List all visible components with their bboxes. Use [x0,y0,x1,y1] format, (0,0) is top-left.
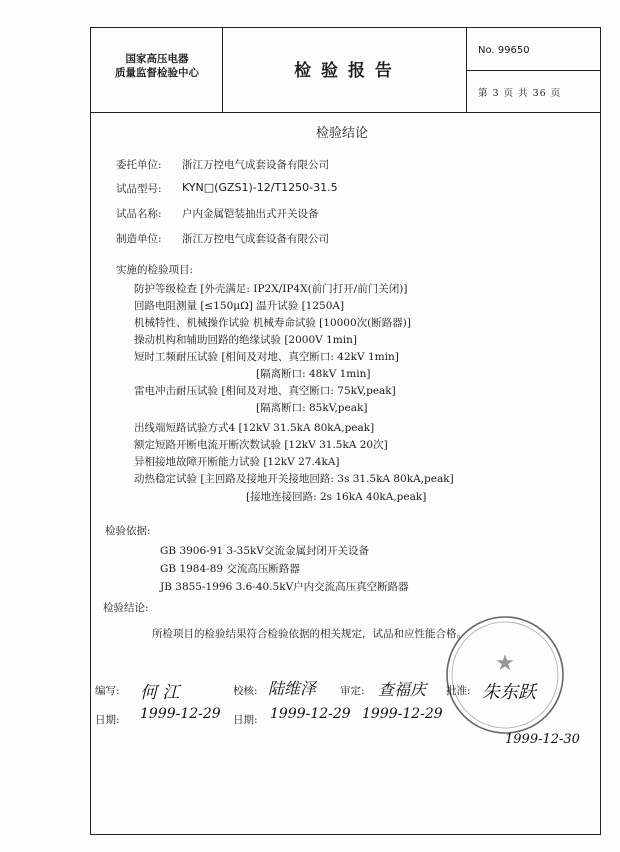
header-cell-divider [466,70,601,71]
date-compiled: 1999-12-29 [140,706,221,722]
tests-heading: 实施的检验项目: [116,264,194,276]
date-reviewed: 1999-12-29 [362,706,443,722]
manufacturer-label: 制造单位: [116,233,162,245]
test-item: 短时工频耐压试验 [相间及对地、真空断口: 42kV 1min] [134,351,399,363]
model-value: KYN□(GZS1)-12/T1250-31.5 [182,181,338,194]
basis-heading: 检验依据: [105,525,151,537]
report-number: No. 99650 [478,45,530,56]
approved-label: 批准: [446,685,471,697]
client-label: 委托单位: [116,159,162,171]
test-item: 动热稳定试验 [主回路及接地开关接地回路: 3s 31.5kA 80kA,peak] [134,473,454,485]
test-item: 额定短路开断电流开断次数试验 [12kV 31.5kA 20次] [134,439,388,451]
date-label: 日期: [233,714,258,726]
test-item: [接地连接回路: 2s 16kA 40kA,peak] [246,491,427,503]
conclusion-heading: 检验结论: [103,602,149,614]
official-seal [440,610,570,740]
test-item: 回路电阻测量 [≤150μΩ] 温升试验 [1250A] [134,300,345,312]
org-line-1: 国家高压电器 [125,53,189,65]
manufacturer-value: 浙江万控电气成套设备有限公司 [182,233,329,245]
test-item: 出线端短路试验方式4 [12kV 31.5kA 80kA,peak] [134,422,375,434]
svg-text:★: ★ [495,651,515,676]
org-name [98,52,216,80]
test-item: 异相接地故障开断能力试验 [12kV 27.4kA] [134,456,340,468]
reviewed-label: 审定: [340,685,365,697]
date-label: 日期: [95,714,120,726]
product-name-value: 户内金属铠装抽出式开关设备 [182,208,319,220]
product-name-label: 试品名称: [116,208,162,220]
test-item: 雷电冲击耐压试验 [相间及对地、真空断口: 75kV,peak] [134,385,396,397]
conclusion-text: 所检项目的检验结果符合检验依据的相关规定，试品和应性能合格。 [152,628,467,640]
org-line-2: 质量监督检验中心 [115,67,199,79]
compiled-label: 编写: [95,685,120,697]
model-label: 试品型号: [116,183,162,195]
test-item: 操动机构和辅助回路的绝缘试验 [2000V 1min] [134,334,357,346]
basis-item: GB 3906-91 3-35kV交流金属封闭开关设备 [160,545,369,557]
approved-signature: 朱东跃 [482,682,536,703]
basis-item: JB 3855-1996 3.6-40.5kV户内交流高压真空断路器 [160,581,409,593]
basis-item: GB 1984-89 交流高压断路器 [160,563,300,575]
reviewed-signature: 查福庆 [378,680,427,699]
compiled-signature: 何 江 [140,683,180,703]
test-item: [隔离断口: 48kV 1min] [256,368,371,380]
section-title: 检验结论 [316,126,369,141]
header-divider [90,112,601,113]
client-value: 浙江万控电气成套设备有限公司 [182,159,329,171]
test-item: [隔离断口: 85kV,peak] [256,402,368,414]
test-item: 防护等级检查 [外壳满足: IP2X/IP4X(前门打开/前门关闭)] [134,283,408,295]
checked-signature: 陆维泽 [268,679,317,698]
checked-label: 校核: [233,685,258,697]
date-approved: 1999-12-30 [505,732,580,747]
report-title: 检 验 报 告 [294,61,394,81]
date-checked: 1999-12-29 [270,706,351,722]
test-item: 机械特性、机械操作试验 机械寿命试验 [10000次(断路器)] [134,317,411,329]
page-info: 第 3 页 共 36 页 [478,88,562,99]
